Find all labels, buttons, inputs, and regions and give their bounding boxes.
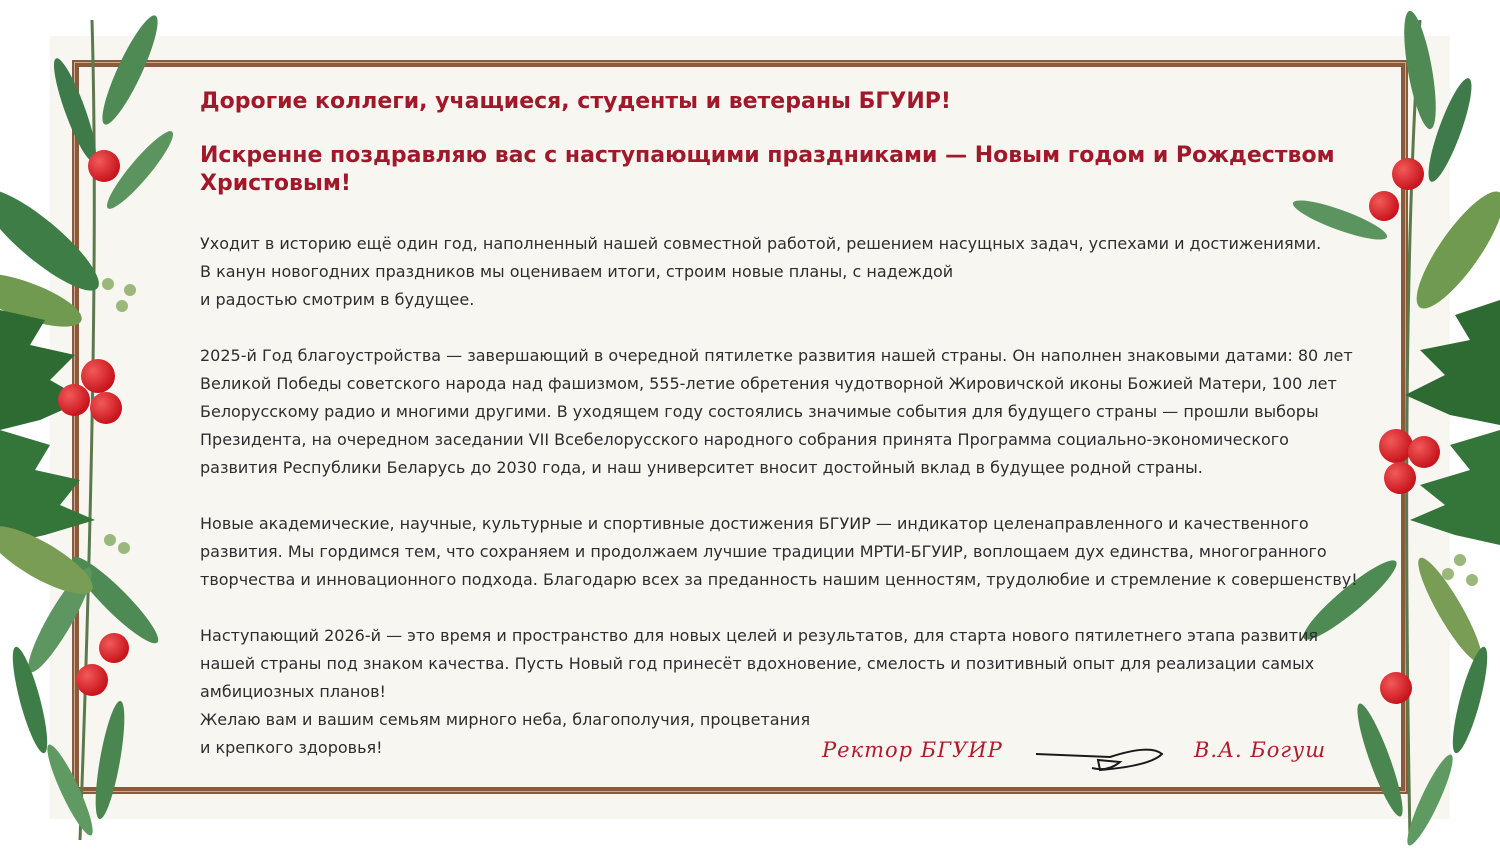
paragraph-1: Уходит в историю ещё один год, наполненный нашей совместной работой, решением насущных задач, успехами и достижениями. В канун новогодних праздников мы оцениваем итоги, строим новые планы, с надеждой и радостью смотрим в будущее. [200,234,1322,309]
signature-name: В.А. Богуш [1194,738,1327,762]
left-branch [0,11,180,840]
letter-body [200,88,1375,762]
paragraph-3: Новые академические, научные, культурные и спортивные достижения БГУИР — индикатор целенаправленного и качественного развития. Мы гордимся тем, что сохраняем и продолжаем лучшие традиции МРТИ-БГУИР, воплощаем дух единства, многогранного творчества и инновационного подхода. Благодарю всех за преданность нашим ценностям, трудолюбие и стремление к совершенству! [200,514,1358,589]
paragraph-4: Наступающий 2026-й — это время и пространство для новых целей и результатов, для старта нового пятилетнего этапа развития нашей страны под знаком качества. Пусть Новый год принесёт вдохновение, смелость и позитивный опыт для реализации самых амбициозных планов! Желаю вам и вашим семьям мирного неба, благополучия, процветания и крепкого здоровья! [200,626,1319,757]
signature-title: Ректор БГУИР [822,738,1003,762]
greeting-heading: Дорогие коллеги, учащиеся, студенты и ветераны БГУИР! [200,89,951,114]
congratulation-heading: Искренне поздравляю вас с наступающими праздниками — Новым годом и Рождеством Христовым! [200,143,1335,196]
paragraph-2: 2025-й Год благоустройства — завершающий в очередной пятилетке развития нашей страны. Он наполнен знаковыми датами: 80 лет Великой Победы советского народа над фашизмом, 555-летие обретения чудотворной Жировичской иконы Божией Матери, 100 лет Белорусскому радио и многими другими. В уходящем году состоялись значимые события для будущего страны — прошли выборы Президента, на очередном заседании VII Всебелорусского народного собрания принята Программа социально-экономического развития Республики Беларусь до 2030 года, и наш университет вносит достойный вклад в будущее родной страны. [200,346,1353,477]
